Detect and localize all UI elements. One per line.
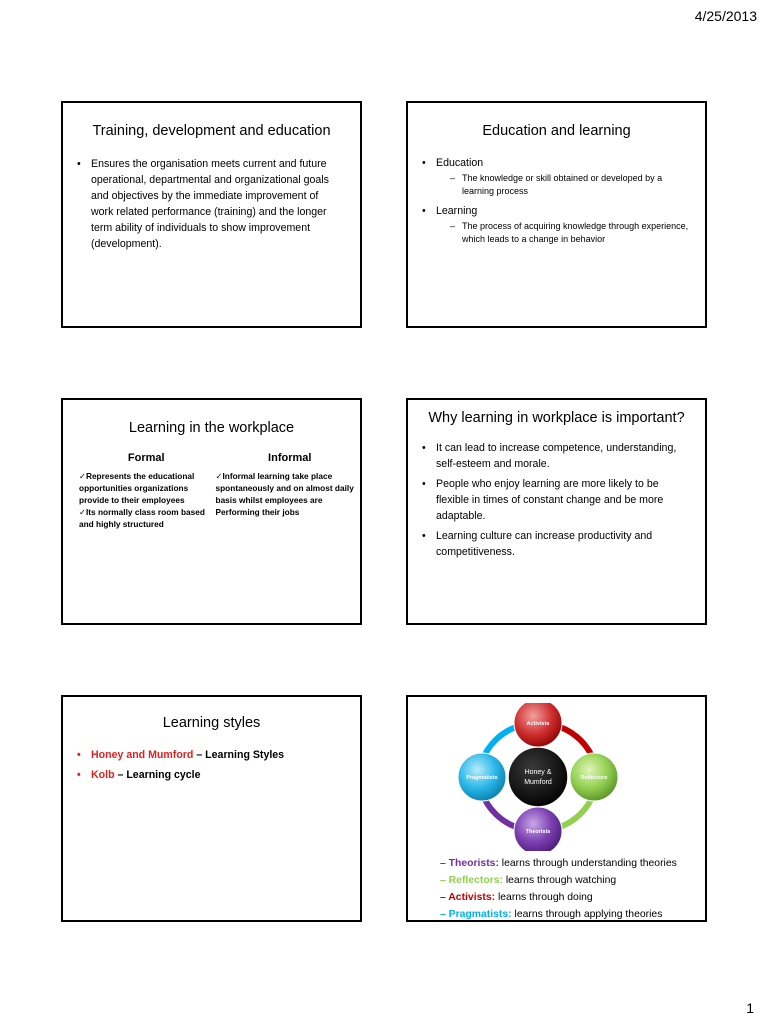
legend-row-reflectors bbox=[440, 872, 701, 889]
formal-column bbox=[77, 452, 216, 530]
legend-dash: – bbox=[440, 892, 449, 903]
legend-desc: learns through doing bbox=[495, 892, 593, 903]
node-theorists-label: Theorists bbox=[525, 829, 551, 835]
legend-name: Theorists: bbox=[448, 858, 499, 869]
legend-row-activists bbox=[440, 889, 701, 906]
slide-title: Learning styles bbox=[162, 715, 261, 731]
learning-cycle-diagram bbox=[458, 703, 618, 851]
slide-title: Learning in the workplace bbox=[128, 420, 295, 436]
learning-styles-legend bbox=[440, 855, 701, 923]
slide-why-learning-important bbox=[406, 398, 707, 625]
check-item: ✓Its normally class room based and highly structured bbox=[79, 507, 205, 529]
page-number: 1 bbox=[746, 1000, 754, 1016]
node-activists-label: Activists bbox=[526, 721, 550, 727]
center-circle bbox=[508, 747, 568, 807]
column-heading: Formal bbox=[127, 452, 165, 464]
sub-item: – The process of acquiring knowledge through experience, which leads to a change in behavior bbox=[450, 220, 695, 246]
sub-list bbox=[436, 172, 695, 198]
node-pragmatists-label: Pragmatists bbox=[466, 775, 498, 781]
check-item: ✓Informal learning take place spontaneously and on almost daily basis whilst employees are Performing their jobs bbox=[215, 471, 354, 517]
two-column-compare bbox=[63, 452, 360, 530]
legend-name: Activists: bbox=[448, 892, 496, 903]
legend-dash: – bbox=[440, 909, 449, 920]
center-label-line1: Honey & bbox=[524, 769, 552, 776]
bullet-item bbox=[75, 747, 344, 763]
legend-desc: learns through watching bbox=[502, 875, 617, 886]
bullet-item-education bbox=[420, 155, 695, 198]
slide-title: Education and learning bbox=[482, 123, 631, 139]
check-item: ✓Represents the educational opportunities organizations provide to their employees bbox=[79, 471, 195, 505]
bullet-item: • It can lead to increase competence, understanding, self-esteem and morale. bbox=[420, 440, 689, 472]
bullet-text: – Learning Styles bbox=[193, 749, 285, 761]
legend-dash: – bbox=[440, 858, 449, 869]
bullet-item: • People who enjoy learning are more likely to be flexible in times of constant change and be more adaptable. bbox=[420, 476, 689, 524]
bullet-label: Learning bbox=[436, 205, 478, 217]
informal-column bbox=[216, 452, 355, 530]
bullet-list bbox=[75, 156, 340, 252]
bullet-item-learning bbox=[420, 203, 695, 246]
bullet-list bbox=[75, 747, 344, 783]
legend-row-pragmatists bbox=[440, 906, 701, 923]
slide-learning-styles bbox=[61, 695, 362, 922]
highlight-text: Kolb bbox=[91, 769, 115, 781]
slide-training-development-education bbox=[61, 101, 362, 328]
bullet-label: Education bbox=[436, 157, 484, 169]
legend-dash: – bbox=[440, 875, 449, 886]
legend-row-theorists bbox=[440, 855, 701, 872]
highlight-text: Honey and Mumford bbox=[91, 749, 194, 761]
slide-learning-in-the-workplace bbox=[61, 398, 362, 625]
page-date: 4/25/2013 bbox=[694, 8, 757, 24]
column-body bbox=[77, 470, 216, 530]
bullet-list bbox=[420, 440, 689, 560]
column-body bbox=[216, 470, 355, 518]
column-heading: Informal bbox=[268, 452, 312, 464]
center-label-line2: Mumford bbox=[524, 779, 552, 786]
bullet-text: – Learning cycle bbox=[114, 769, 201, 781]
slide-learning-styles-cycle bbox=[406, 695, 707, 922]
slide-title: Training, development and education bbox=[92, 123, 331, 139]
legend-name: Pragmatists: bbox=[448, 909, 512, 920]
legend-desc: learns through understanding theories bbox=[498, 858, 677, 869]
bullet-item: • Learning culture can increase productivity and competitiveness. bbox=[420, 528, 689, 560]
slide-education-and-learning bbox=[406, 101, 707, 328]
sub-item: – The knowledge or skill obtained or developed by a learning process bbox=[450, 172, 695, 198]
bullet-list bbox=[420, 155, 695, 246]
sub-list bbox=[436, 220, 695, 246]
bullet-item bbox=[75, 767, 344, 783]
legend-desc: learns through applying theories bbox=[511, 909, 663, 920]
slide-title: Why learning in workplace is important? bbox=[428, 410, 685, 426]
bullet-item: • Ensures the organisation meets current and future operational, departmental and organizational goals and objectives by the immediate improvement of work related performance (training) and the longer term ability of individuals to show improvement (development). bbox=[75, 156, 340, 252]
node-reflectors-label: Reflectors bbox=[580, 775, 608, 781]
legend-name: Reflectors: bbox=[448, 875, 503, 886]
